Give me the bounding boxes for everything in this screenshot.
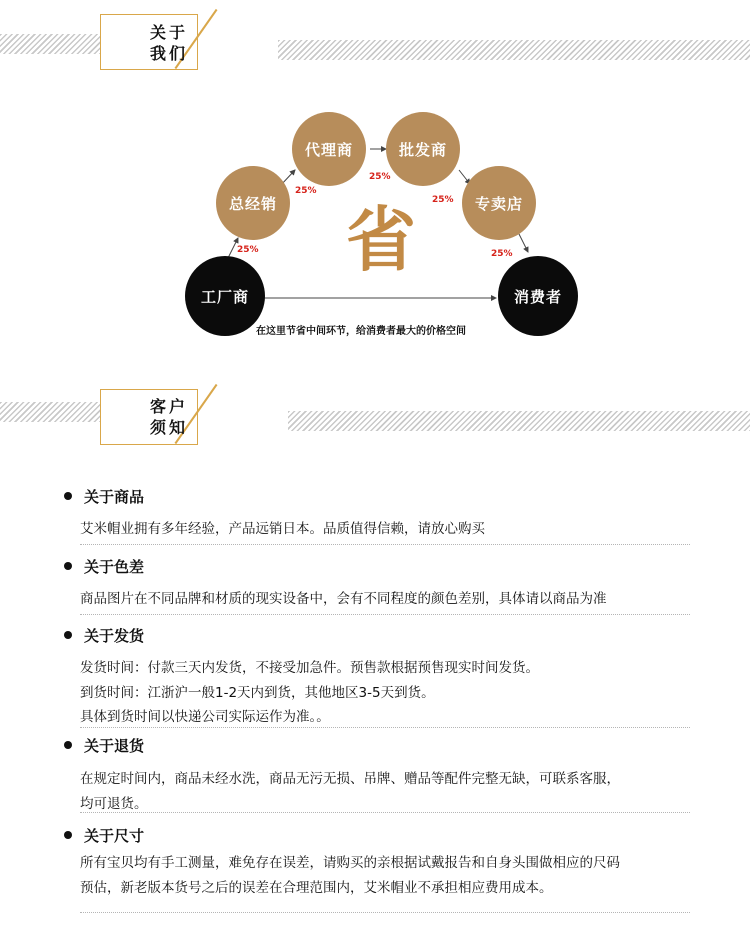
bullet-icon <box>64 631 72 639</box>
save-character: 省 <box>346 198 416 281</box>
dotted-divider <box>80 544 690 545</box>
node-distributor-label: 总经销 <box>228 194 277 213</box>
notice-title: 关于发货 <box>84 627 145 645</box>
node-consumer <box>498 256 578 336</box>
dotted-divider <box>80 727 690 728</box>
hatch-band-right-2 <box>288 411 750 431</box>
node-store-label: 专卖店 <box>474 194 523 213</box>
percent-label-1: 25% <box>237 245 259 255</box>
bullet-icon <box>64 741 72 749</box>
section-title-notice-line1: 客户 <box>150 397 189 416</box>
node-distributor <box>216 166 290 240</box>
notice-title: 关于色差 <box>84 558 145 576</box>
node-factory <box>185 256 265 336</box>
percent-label-2: 25% <box>295 186 317 196</box>
section-title-notice-line2: 须知 <box>150 418 189 437</box>
notice-line: 所有宝贝均有手工测量，难免存在误差，请购买的亲根据试戴报告和自身头围做相应的尺码 <box>80 855 620 871</box>
bullet-icon <box>64 492 72 500</box>
node-agent-label: 代理商 <box>304 140 353 159</box>
node-wholesaler-label: 批发商 <box>398 140 447 159</box>
section-title-about-line1: 关于 <box>150 23 189 42</box>
percent-label-3: 25% <box>369 172 391 182</box>
notice-line: 在规定时间内，商品未经水洗，商品无污无损、吊牌、赠品等配件完整无缺，可联系客服， <box>80 771 620 787</box>
notice-line: 发货时间：付款三天内发货，不接受加急件。预售款根据预售现实时间发货。 <box>80 660 539 676</box>
notice-title: 关于退货 <box>84 737 145 755</box>
notice-line: 商品图片在不同品牌和材质的现实设备中，会有不同程度的颜色差别，具体请以商品为准 <box>80 591 607 607</box>
node-wholesaler <box>386 112 460 186</box>
notice-line: 艾米帽业拥有多年经验，产品远销日本。品质值得信赖，请放心购买 <box>80 521 485 537</box>
notice-line: 到货时间：江浙沪一般1-2天内到货，其他地区3-5天到货。 <box>80 685 435 701</box>
notice-line: 具体到货时间以快递公司实际运作为准。。 <box>80 709 330 725</box>
diagram-note: 在这里节省中间环节，给消费者最大的价格空间 <box>256 326 466 337</box>
hatch-band-left-2 <box>0 402 112 422</box>
section-title-about-line2: 我们 <box>150 44 189 63</box>
dotted-divider <box>80 614 690 615</box>
node-agent <box>292 112 366 186</box>
percent-label-5: 25% <box>491 249 513 259</box>
node-factory-label: 工厂商 <box>200 287 249 306</box>
notice-line: 均可退货。 <box>80 796 148 812</box>
dotted-divider <box>80 912 690 913</box>
section-title-notice <box>150 396 188 438</box>
dotted-divider <box>80 812 690 813</box>
notice-title: 关于商品 <box>84 488 145 506</box>
node-store <box>462 166 536 240</box>
notice-title: 关于尺寸 <box>84 827 145 845</box>
notice-line: 预估，新老版本货号之后的误差在合理范围内，艾米帽业不承担相应费用成本。 <box>80 880 553 896</box>
percent-label-4: 25% <box>432 195 454 205</box>
bullet-icon <box>64 562 72 570</box>
bullet-icon <box>64 831 72 839</box>
node-consumer-label: 消费者 <box>513 287 562 306</box>
